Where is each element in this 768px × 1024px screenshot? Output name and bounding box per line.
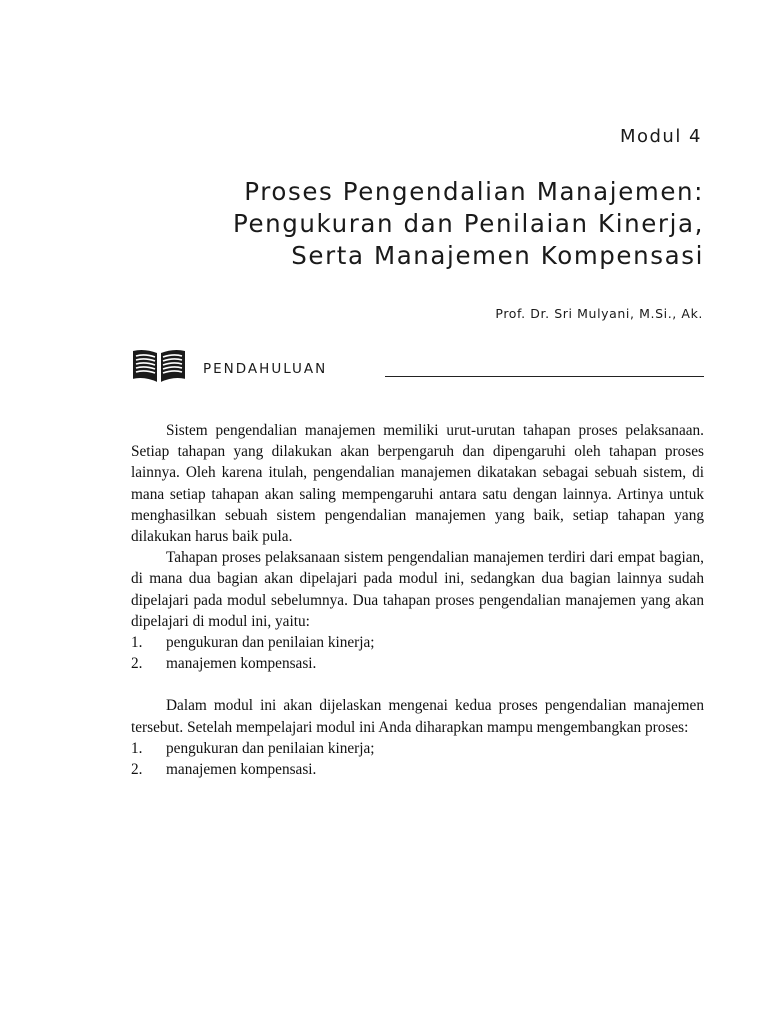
module-label: Modul 4 [619, 126, 702, 147]
list-item [131, 653, 704, 674]
module-title-line-1: Proses Pengendalian Manajemen: [244, 177, 704, 206]
list-item [131, 738, 704, 759]
author-name: Prof. Dr. Sri Mulyani, M.Si., Ak. [495, 306, 703, 321]
list-text: manajemen kompensasi. [166, 761, 317, 779]
body-text [131, 420, 704, 780]
list-number: 2. [131, 655, 143, 673]
spacer [131, 674, 704, 695]
module-title-line-2: Pengukuran dan Penilaian Kinerja, [232, 209, 704, 238]
list-item [131, 632, 704, 653]
section-header [131, 345, 704, 387]
list-number: 1. [131, 739, 143, 757]
list-text: manajemen kompensasi. [166, 655, 317, 673]
list-text: pengukuran dan penilaian kinerja; [166, 634, 375, 652]
list-text: pengukuran dan penilaian kinerja; [166, 739, 375, 757]
list-number: 1. [131, 634, 143, 652]
paragraph-2: Tahapan proses pelaksanaan sistem pengendalian manajemen terdiri dari empat bagian, di mana dua bagian akan dipelajari pada modul ini, sedangkan dua bagian lainnya sudah dipelajari pada modul sebelumnya. Dua tahapan proses pengendalian manajemen yang akan dipelajari di modul ini, yaitu: [131, 549, 704, 630]
section-divider [385, 376, 704, 377]
list-item [131, 759, 704, 780]
open-book-icon [131, 349, 187, 390]
section-title: PENDAHULUAN [203, 361, 328, 377]
list-number: 2. [131, 761, 143, 779]
module-title [144, 176, 704, 272]
list-2 [131, 738, 704, 780]
paragraph-1: Sistem pengendalian manajemen memiliki urut-urutan tahapan proses pelaksanaan. Setiap tahapan yang dilakukan akan berpengaruh dan dipengaruhi oleh tahapan proses lainnya. Oleh karena itulah, pengendalian manajemen dikatakan sebagai sebuah sistem, di mana setiap tahapan akan saling mempengaruhi antara satu dengan lainnya. Artinya untuk menghasilkan sebuah sistem pengendalian manajemen yang baik, setiap tahapan yang dilakukan harus baik pula. [131, 422, 704, 546]
module-title-line-3: Serta Manajemen Kompensasi [291, 241, 704, 270]
list-1 [131, 632, 704, 674]
paragraph-3: Dalam modul ini akan dijelaskan mengenai kedua proses pengendalian manajemen tersebut. Setelah mempelajari modul ini Anda diharapkan mampu mengembangkan proses: [131, 697, 704, 736]
